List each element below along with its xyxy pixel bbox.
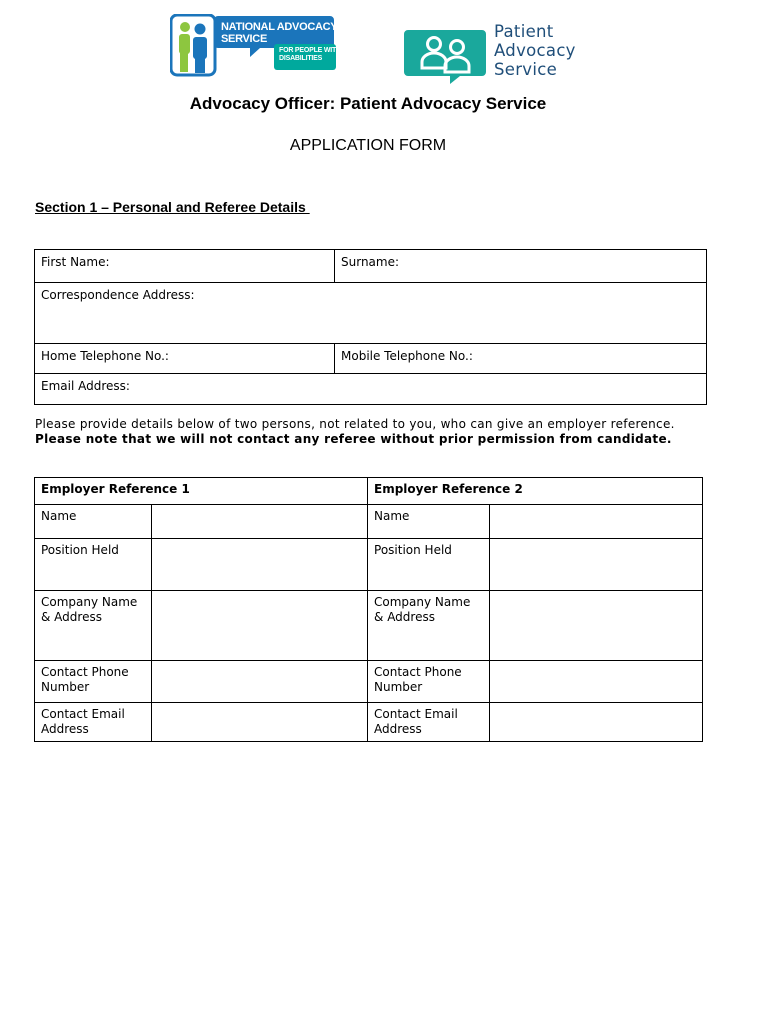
section-heading: Section 1 – Personal and Referee Details [35, 199, 310, 215]
referee-instructions: Please provide details below of two persons, not related to you, who can give an employer reference. [35, 417, 675, 431]
referee-note [35, 417, 675, 447]
ref1-email-label: Contact Email Address [35, 703, 152, 742]
nas-logo-tagline: FOR PEOPLE WITH DISABILITIES [279, 47, 341, 62]
mobile-phone-field[interactable] [335, 344, 707, 374]
ref2-company-input[interactable] [490, 591, 703, 661]
pas-logo-text: Patient Advocacy Service [494, 22, 576, 79]
home-phone-field[interactable] [35, 344, 335, 374]
ref1-company-label: Company Name & Address [35, 591, 152, 661]
ref1-company-input[interactable] [152, 591, 368, 661]
ref2-position-label: Position Held [368, 539, 490, 591]
email-field[interactable] [35, 374, 707, 405]
ref2-name-input[interactable] [490, 505, 703, 539]
personal-details-table [34, 249, 707, 405]
reference-1-header: Employer Reference 1 [35, 478, 368, 505]
ref2-email-input[interactable] [490, 703, 703, 742]
ref2-phone-label: Contact Phone Number [368, 661, 490, 703]
address-field[interactable] [35, 283, 707, 344]
ref1-position-label: Position Held [35, 539, 152, 591]
ref1-name-label: Name [35, 505, 152, 539]
ref2-company-label: Company Name & Address [368, 591, 490, 661]
ref1-name-input[interactable] [152, 505, 368, 539]
ref2-position-input[interactable] [490, 539, 703, 591]
nas-logo-title: NATIONAL ADVOCACY SERVICE [221, 21, 338, 45]
first-name-field[interactable] [35, 250, 335, 283]
surname-label: Surname: [341, 255, 400, 269]
logo-bar [0, 0, 770, 90]
referee-permission-note: Please note that we will not contact any referee without prior permission from candidate. [35, 432, 672, 446]
ref2-email-label: Contact Email Address [368, 703, 490, 742]
address-label: Correspondence Address: [41, 288, 195, 302]
reference-2-header: Employer Reference 2 [368, 478, 703, 505]
document-title: Advocacy Officer: Patient Advocacy Service [189, 94, 547, 113]
ref2-name-label: Name [368, 505, 490, 539]
ref1-phone-input[interactable] [152, 661, 368, 703]
ref2-phone-input[interactable] [490, 661, 703, 703]
employer-references-table [34, 477, 703, 742]
surname-field[interactable] [335, 250, 707, 283]
ref1-phone-label: Contact Phone Number [35, 661, 152, 703]
email-label: Email Address: [41, 379, 130, 393]
home-phone-label: Home Telephone No.: [41, 349, 169, 363]
ref1-position-input[interactable] [152, 539, 368, 591]
mobile-phone-label: Mobile Telephone No.: [341, 349, 473, 363]
ref1-email-input[interactable] [152, 703, 368, 742]
form-subtitle: APPLICATION FORM [289, 137, 447, 154]
first-name-label: First Name: [41, 255, 110, 269]
